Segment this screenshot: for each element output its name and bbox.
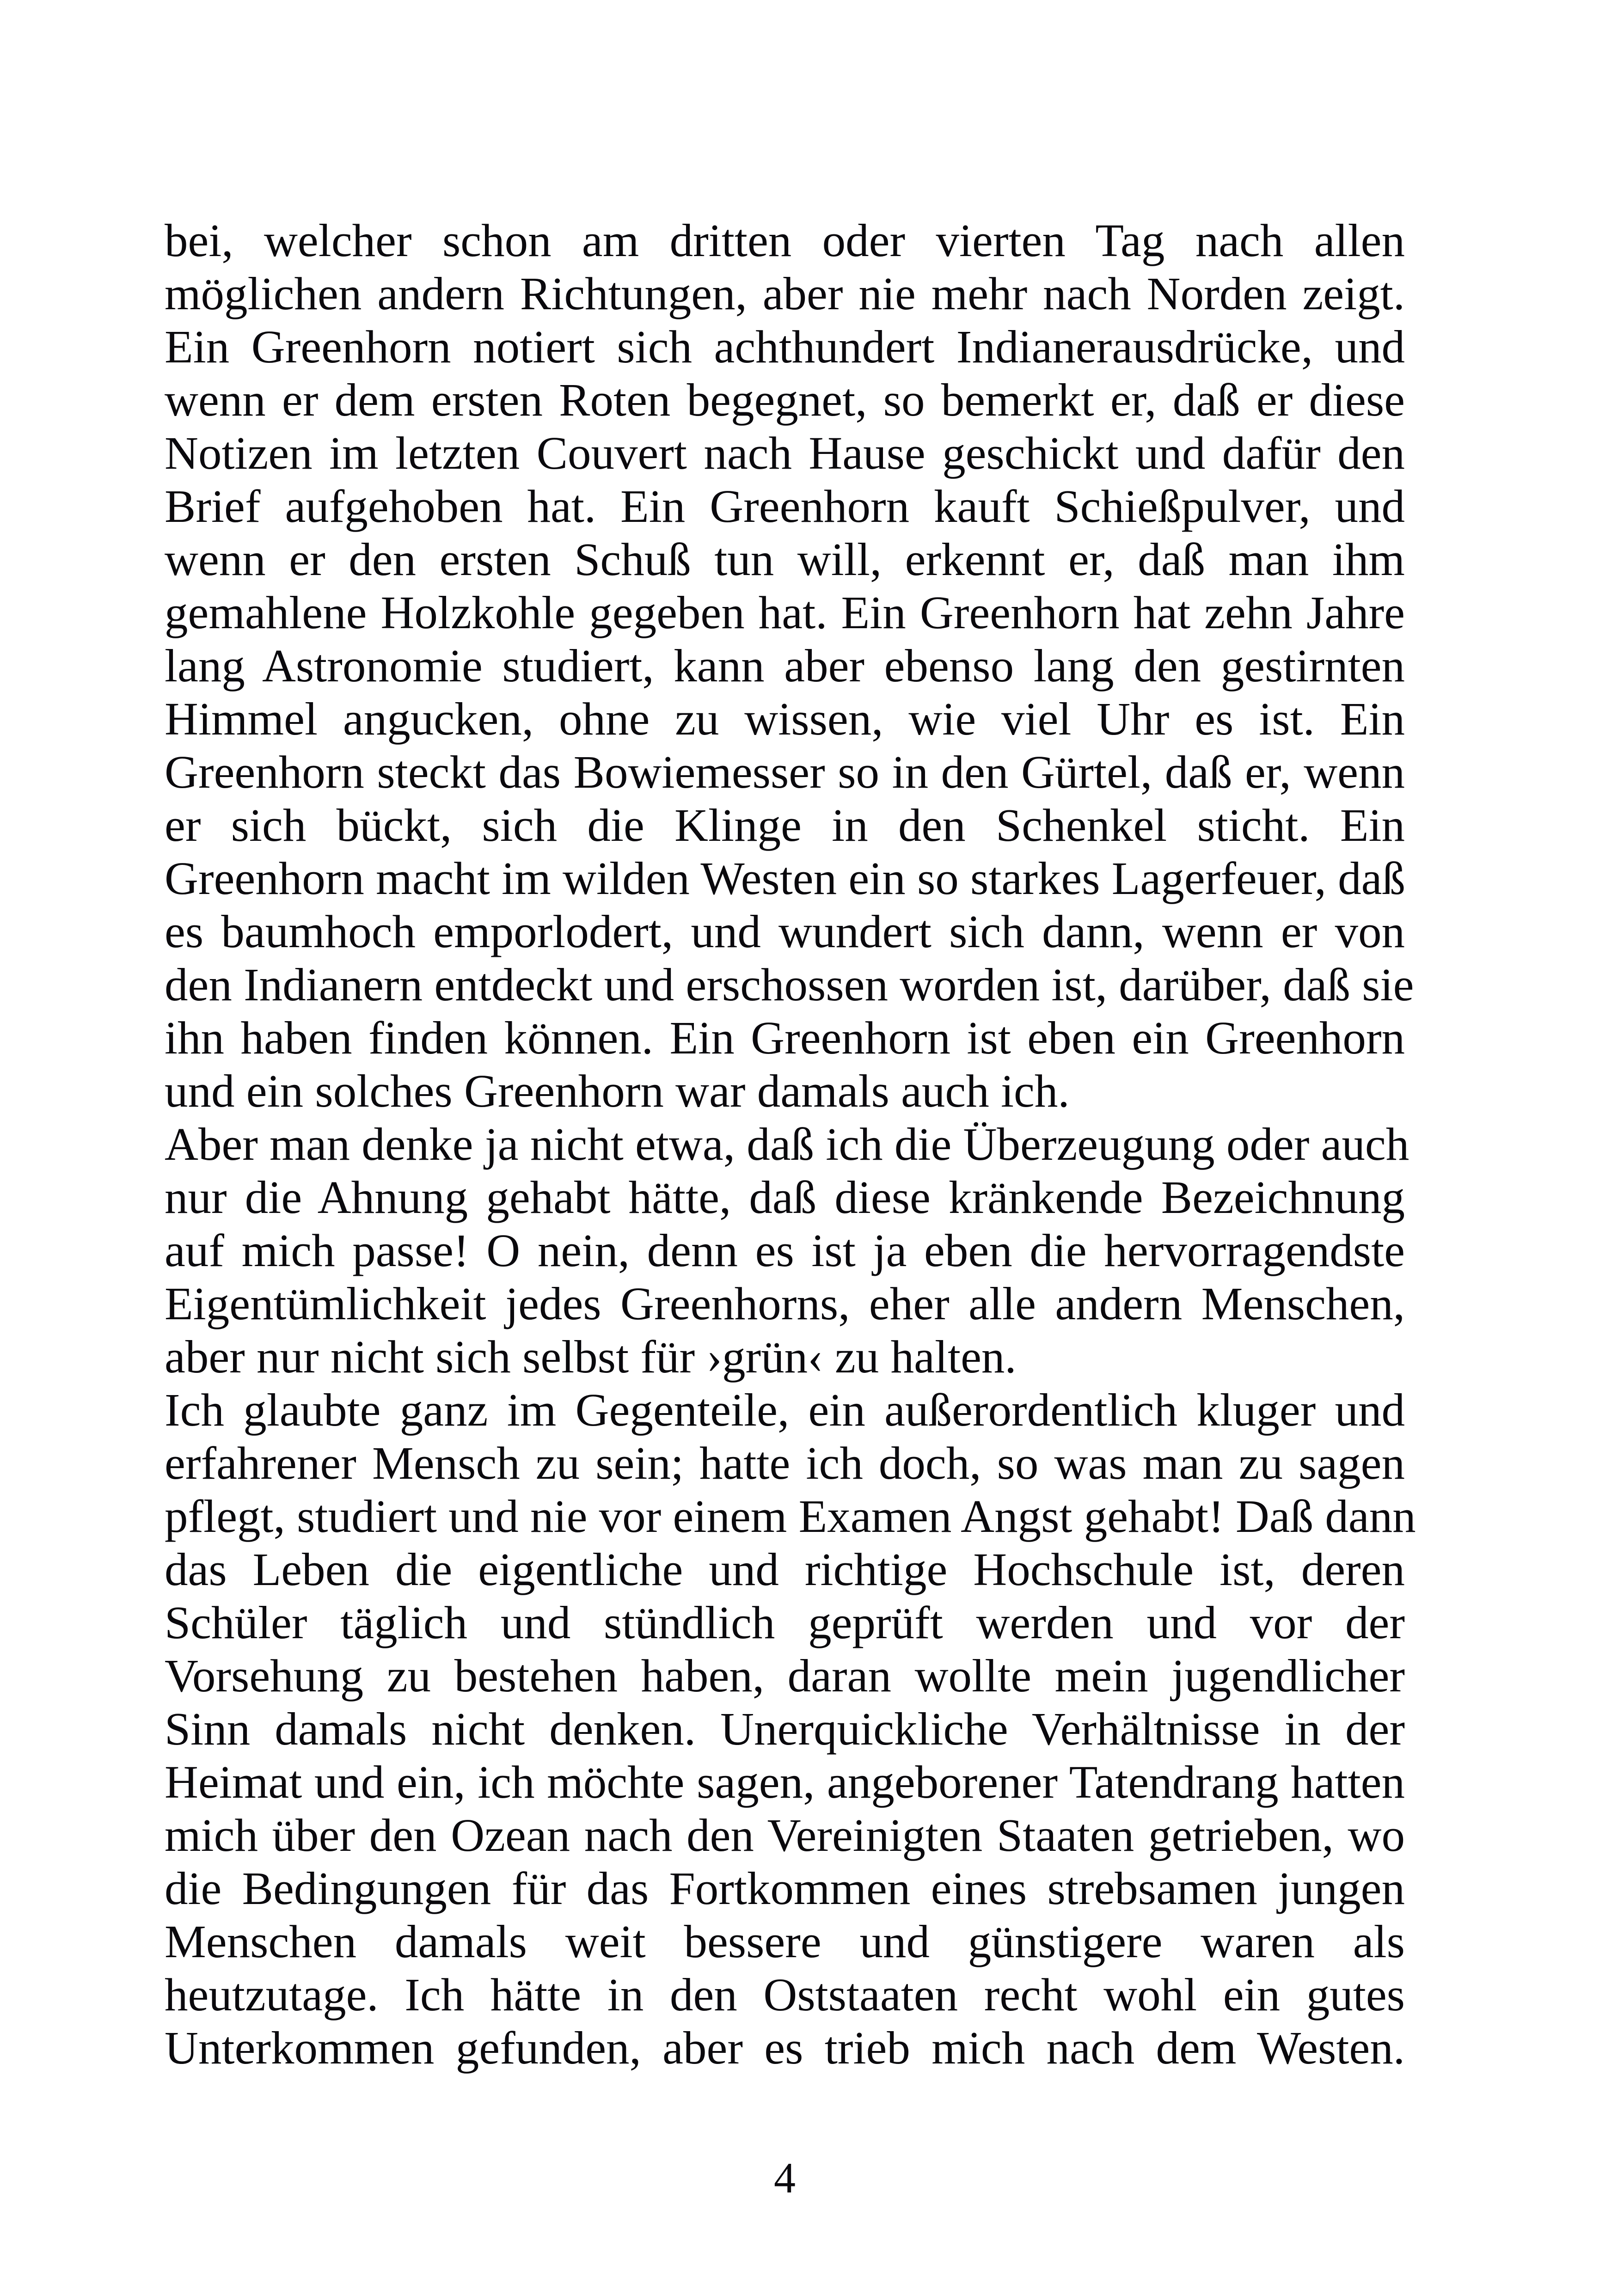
text-line: das Leben die eigentliche und richtige Hochschule ist, deren bbox=[165, 1543, 1405, 1595]
text-line: Vorsehung zu bestehen haben, daran wollte mein jugendlicher bbox=[165, 1650, 1405, 1702]
text-line: erfahrener Mensch zu sein; hatte ich doch, so was man zu sagen bbox=[165, 1437, 1405, 1489]
text-line: Heimat und ein, ich möchte sagen, angeborener Tatendrang hatten bbox=[165, 1756, 1405, 1808]
text-line: und ein solches Greenhorn war damals auch ich. bbox=[165, 1065, 1070, 1117]
text-line: er sich bückt, sich die Klinge in den Schenkel sticht. Ein bbox=[165, 799, 1405, 851]
text-line: Aber man denke ja nicht etwa, daß ich die Überzeugung oder auch bbox=[165, 1118, 1410, 1170]
page-number: 4 bbox=[774, 2154, 796, 2202]
text-line: Himmel angucken, ohne zu wissen, wie viel Uhr es ist. Ein bbox=[165, 693, 1405, 745]
text-line: wenn er den ersten Schuß tun will, erkennt er, daß man ihm bbox=[165, 533, 1405, 585]
paragraph bbox=[165, 214, 1414, 1118]
text-line: gemahlene Holzkohle gegeben hat. Ein Greenhorn hat zehn Jahre bbox=[165, 587, 1405, 638]
text-line: aber nur nicht sich selbst für ›grün‹ zu halten. bbox=[165, 1331, 1017, 1383]
text-line: die Bedingungen für das Fortkommen eines strebsamen jungen bbox=[165, 1862, 1405, 1914]
text-line: nur die Ahnung gehabt hätte, daß diese kränkende Bezeichnung bbox=[165, 1171, 1405, 1223]
text-line: den Indianern entdeckt und erschossen worden ist, darüber, daß sie bbox=[165, 959, 1414, 1010]
text-line: Notizen im letzten Couvert nach Hause geschickt und dafür den bbox=[165, 427, 1405, 479]
text-line: es baumhoch emporlodert, und wundert sich dann, wenn er von bbox=[165, 906, 1405, 957]
text-line: bei, welcher schon am dritten oder vierten Tag nach allen bbox=[165, 214, 1405, 266]
text-line: wenn er dem ersten Roten begegnet, so bemerkt er, daß er diese bbox=[165, 374, 1405, 426]
text-line: Unterkommen gefunden, aber es trieb mich nach dem Westen. bbox=[165, 2022, 1405, 2074]
text-line: Ein Greenhorn notiert sich achthundert Indianerausdrücke, und bbox=[165, 321, 1405, 373]
text-line: Brief aufgehoben hat. Ein Greenhorn kauft Schießpulver, und bbox=[165, 480, 1405, 532]
text-line: Sinn damals nicht denken. Unerquickliche Verhältnisse in der bbox=[165, 1703, 1405, 1755]
text-line: lang Astronomie studiert, kann aber ebenso lang den gestirnten bbox=[165, 640, 1405, 692]
text-line: mich über den Ozean nach den Vereinigten Staaten getrieben, wo bbox=[165, 1809, 1405, 1861]
text-line: Eigentümlichkeit jedes Greenhorns, eher alle andern Menschen, bbox=[165, 1278, 1405, 1329]
text-line: Greenhorn macht im wilden Westen ein so starkes Lagerfeuer, daß bbox=[165, 852, 1405, 904]
paragraph bbox=[165, 1384, 1416, 2075]
text-line: möglichen andern Richtungen, aber nie mehr nach Norden zeigt. bbox=[165, 268, 1405, 319]
text-line: Greenhorn steckt das Bowiemesser so in den Gürtel, daß er, wenn bbox=[165, 746, 1405, 798]
text-line: heutzutage. Ich hätte in den Oststaaten recht wohl ein gutes bbox=[165, 1969, 1405, 2020]
text-line: Ich glaubte ganz im Gegenteile, ein außerordentlich kluger und bbox=[165, 1384, 1405, 1436]
text-line: auf mich passe! O nein, denn es ist ja eben die hervorragendste bbox=[165, 1225, 1405, 1276]
text-line: ihn haben finden können. Ein Greenhorn ist eben ein Greenhorn bbox=[165, 1012, 1405, 1064]
text-line: Menschen damals weit bessere und günstigere waren als bbox=[165, 1916, 1405, 1967]
text-line: pflegt, studiert und nie vor einem Examen Angst gehabt! Daß dann bbox=[165, 1490, 1416, 1542]
body-text bbox=[165, 214, 1416, 2075]
paragraph bbox=[165, 1118, 1410, 1384]
text-line: Schüler täglich und stündlich geprüft werden und vor der bbox=[165, 1597, 1405, 1648]
